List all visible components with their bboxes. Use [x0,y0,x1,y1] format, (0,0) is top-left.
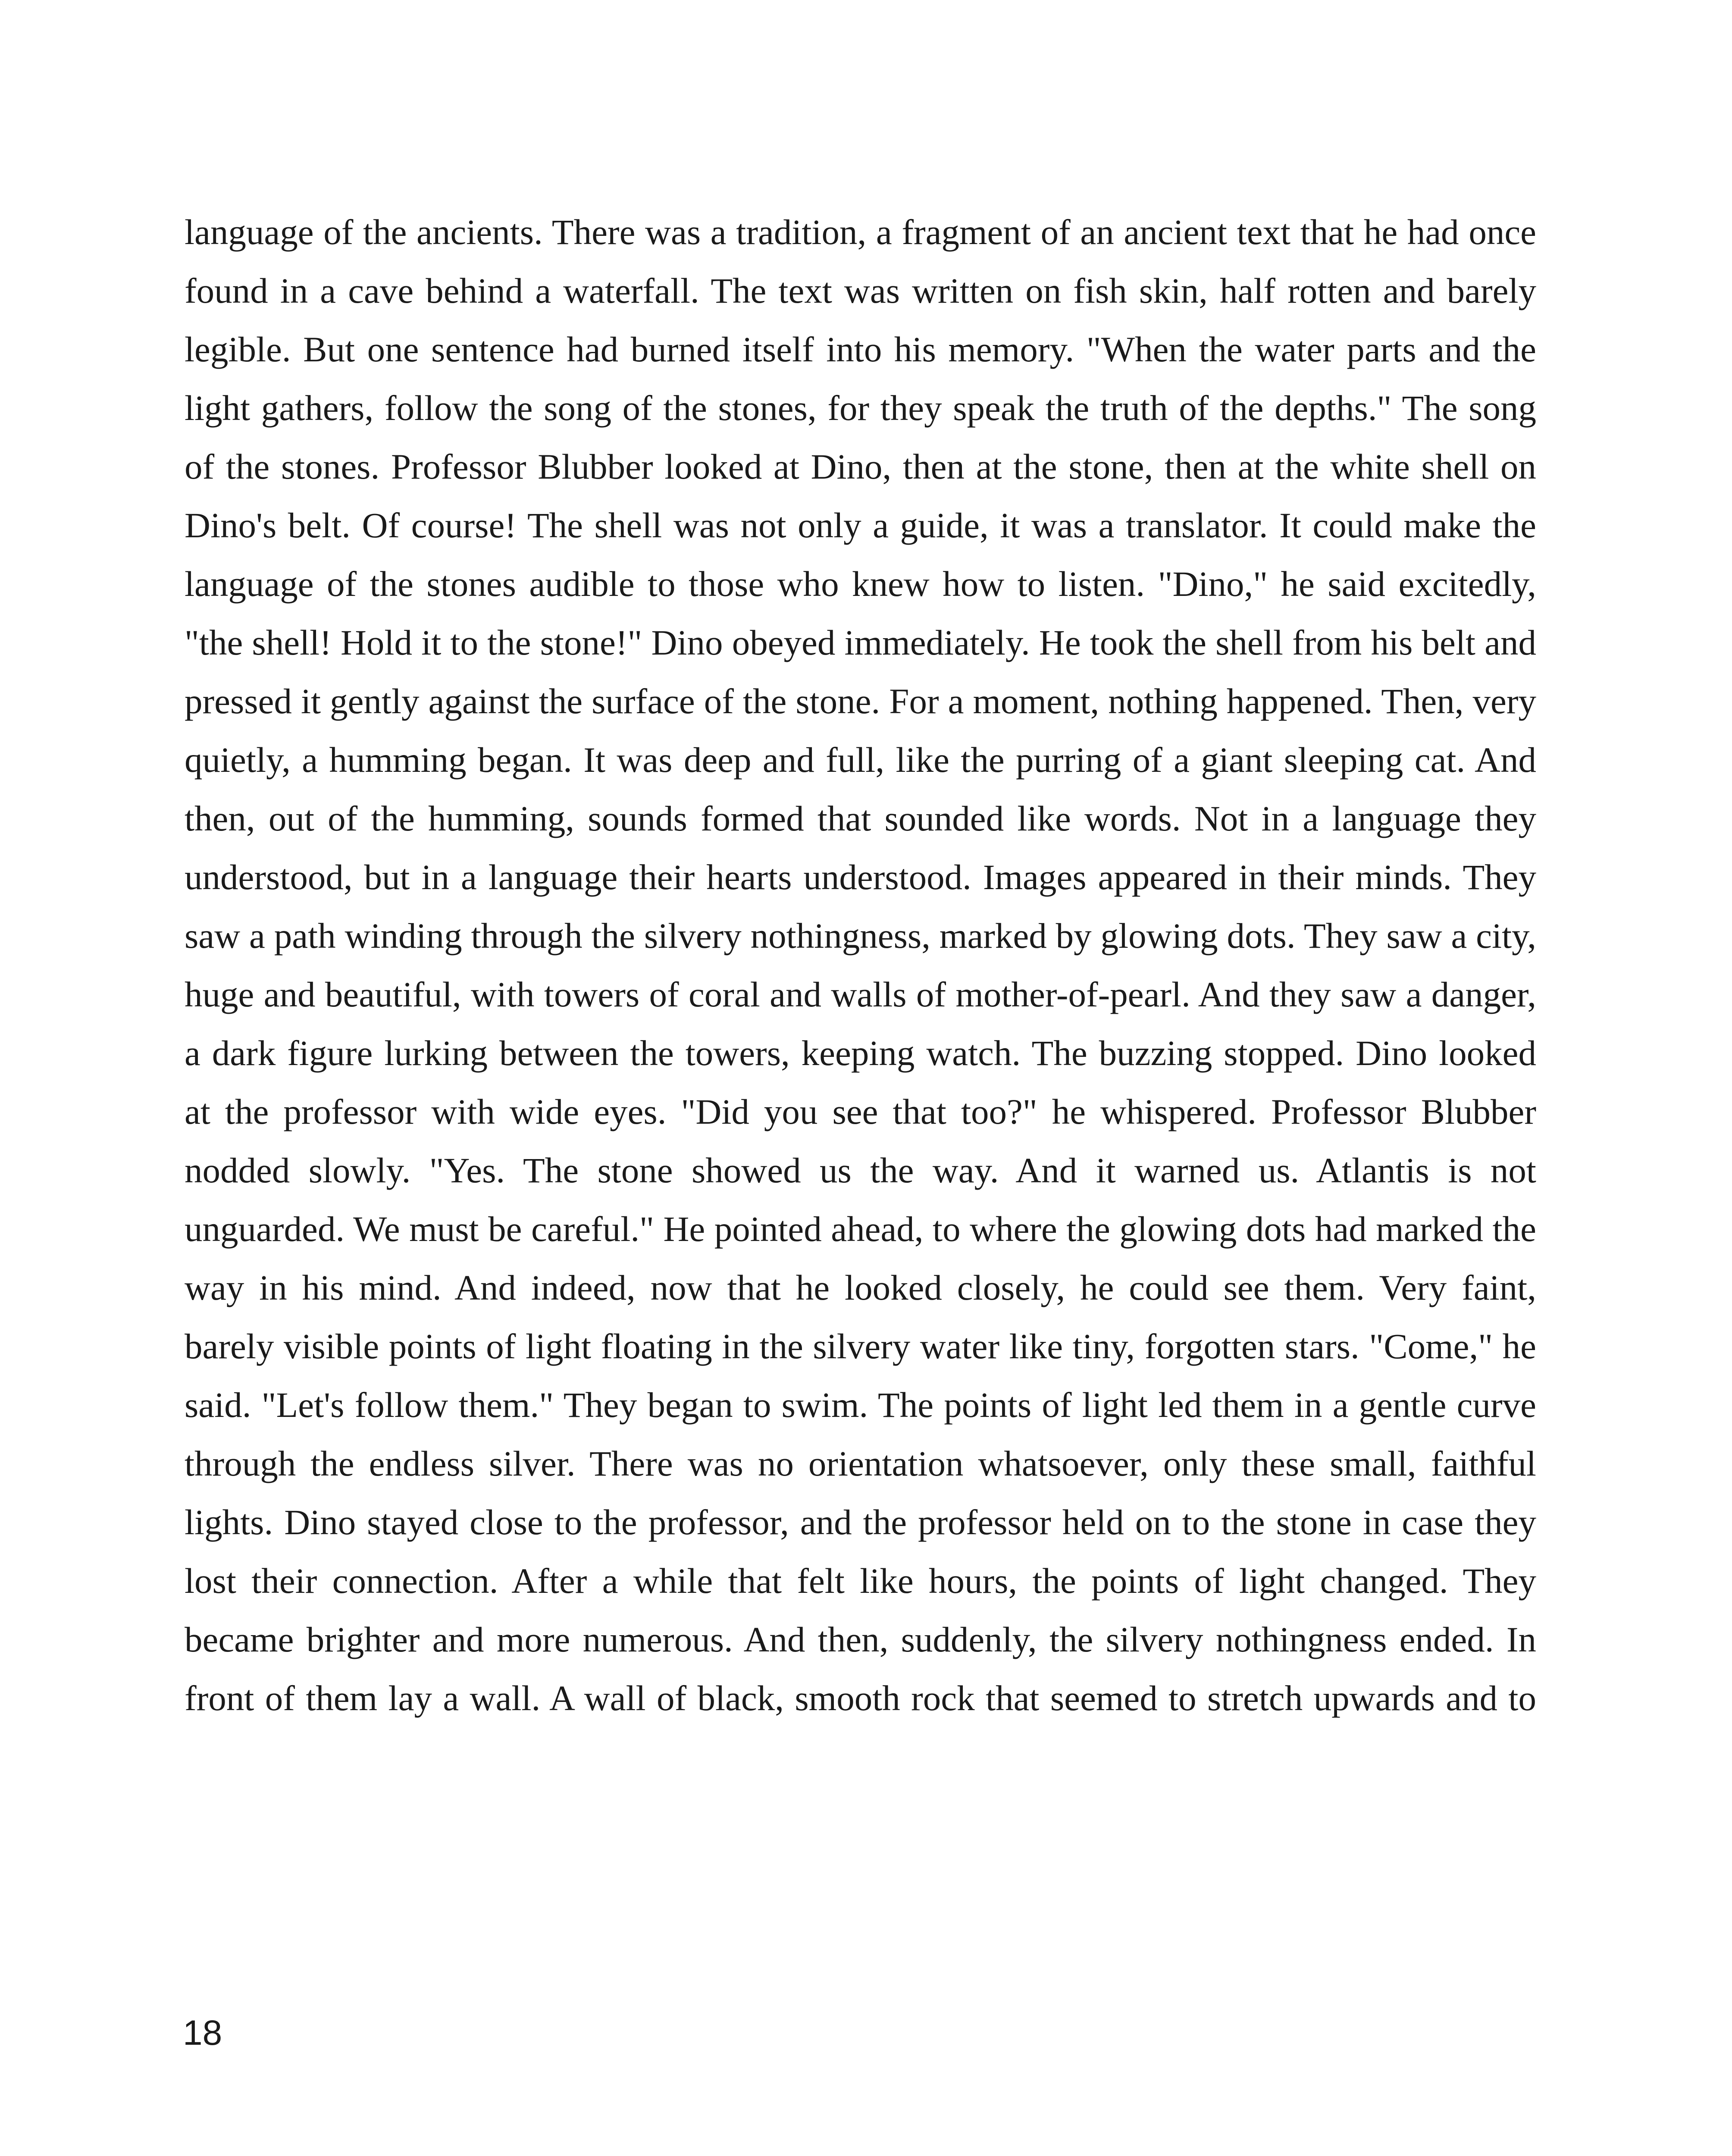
page-number: 18 [183,2013,222,2053]
body-text: language of the ancients. There was a tradition, a fragment of an ancient text that he had once found in a cave behind a waterfall. The text was written on fish skin, half rotten and barely legible. But one sentence had burned itself into his memory. "When the water parts and the light gathers, follow the song of the stones, for they speak the truth of the depths." The song of the stones. Professor Blubber looked at Dino, then at the stone, then at the white shell on Dino's belt. Of course! The shell was not only a guide, it was a translator. It could make the language of the stones audible to those who knew how to listen. "Dino," he said excitedly, "the shell! Hold it to the stone!" Dino obeyed immediately. He took the shell from his belt and pressed it gently against the surface of the stone. For a moment, nothing happened. Then, very quietly, a humming began. It was deep and full, like the purring of a giant sleeping cat. And then, out of the humming, sounds formed that sounded like words. Not in a language they understood, but in a language their hearts understood. Images appeared in their minds. They saw a path winding through the silvery nothingness, marked by glowing dots. They saw a city, huge and beautiful, with towers of coral and walls of mother-of-pearl. And they saw a danger, a dark figure lurking between the towers, keeping watch. The buzzing stopped. Dino looked at the professor with wide eyes. "Did you see that too?" he whispered. Professor Blubber nodded slowly. "Yes. The stone showed us the way. And it warned us. Atlantis is not unguarded. We must be careful." He pointed ahead, to where the glowing dots had marked the way in his mind. And indeed, now that he looked closely, he could see them. Very faint, barely visible points of light floating in the silvery water like tiny, forgotten stars. "Come," he said. "Let's follow them." They began to swim. The points of light led them in a gentle curve through the endless silver. There was no orientation whatsoever, only these small, faithful lights. Dino stayed close to the professor, and the professor held on to the stone in case they lost their connection. After a while that felt like hours, the points of light changed. They became brighter and more numerous. And then, suddenly, the silvery nothingness ended. In front of them lay a wall. A wall of black, smooth rock that seemed to stretch upwards and to [185,212,1536,1718]
